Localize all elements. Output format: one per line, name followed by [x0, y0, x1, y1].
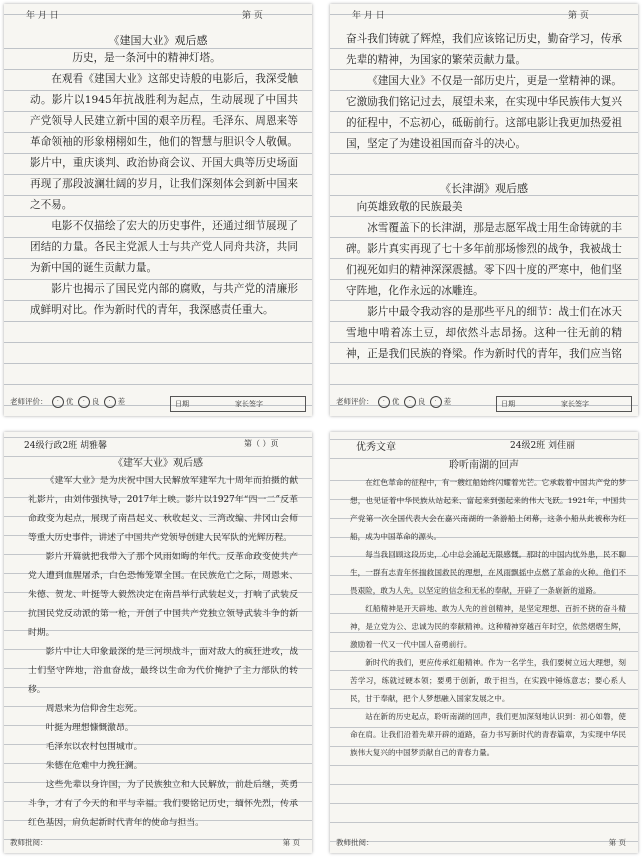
paragraph: 红船精神是开天辟地、敢为人先的首创精神，是坚定理想、百折不挠的奋斗精神，是立党为公、忠诚为民的奉献精神。这种精神穿越百年时空，依然熠熠生辉，激励着一代又一代中国人奋勇前行。 — [350, 604, 626, 649]
essay-title: 聆听南湖的回声 — [449, 460, 519, 471]
essay-page-1 — [4, 4, 312, 416]
teacher-review-row — [336, 837, 632, 853]
class-author-note: 24级2班 刘佳丽 — [510, 441, 576, 451]
paragraph: 《建军大业》是为庆祝中国人民解放军建军九十周年而拍摄的献礼影片，由刘伟强执导，2017年上映。影片以1927年“四一二”反革命政变为起点，展现了南昌起义、秋收起义、三湾改编、井冈山会师等重大历史事件，讲述了中国共产党领导创建人民军队的光辉历程。 — [28, 476, 298, 543]
page-number-label: 第 页 — [568, 11, 589, 21]
signature-box — [496, 396, 632, 412]
essay-page-3 — [4, 432, 312, 853]
grade-label: 差 — [443, 397, 452, 406]
page-header — [330, 8, 638, 22]
essay-body-bottom — [346, 197, 622, 367]
grade-label: 优 — [391, 397, 400, 406]
essay-title: 《建军大业》观后感 — [113, 458, 203, 469]
smiley-icon: · — [378, 396, 390, 408]
class-author-note: 24级行政2班 胡雅馨 — [24, 441, 108, 451]
paragraph: 这些先辈以身许国，为了民族独立和人民解放，前赴后继，英勇斗争，才有了今天的和平与幸福。我们要铭记历史，缅怀先烈，传承红色基因，肩负起新时代青年的使命与担当。 — [28, 780, 298, 828]
frown-face-icon: · — [430, 396, 442, 408]
essay-body-top — [346, 29, 622, 155]
paragraph: 影片中最令我动容的是那些平凡的细节：战士们在冰天雪地中啃着冻土豆，却依然斗志昂扬。这种一往无前的精神，正是我们民族的脊梁。作为新时代的青年，我们应当铭 — [346, 306, 622, 360]
paragraph: 冰雪覆盖下的长津湖，那是志愿军战士用生命铸就的丰碑。影片真实再现了七十多年前那场惨烈的战争，我被战士们视死如归的精神深深震撼。零下四十度的严寒中，他们坚守阵地，化作永远的冰雕连。 — [346, 222, 622, 297]
parent-signature-label: 家长签字 — [235, 400, 263, 408]
teacher-review-row — [10, 837, 306, 853]
paragraph: 新时代的我们，更应传承红船精神。作为一名学生，我们要树立远大理想，刻苦学习，练就过硬本领；要勇于创新，敢于担当，在实践中锤炼意志；要心系人民，甘于奉献，把个人梦想融入国家发展之中。 — [350, 658, 626, 703]
paragraph: 《建国大业》不仅是一部历史片，更是一堂精神的课。它激励我们铭记过去，展望未来，在实现中华民族伟大复兴的征程中，不忘初心，砥砺前行。这部电影让我更加热爱祖国，坚定了为建设祖国而奋斗的决心。 — [346, 75, 622, 150]
page-number-label: 第 页 — [282, 838, 300, 847]
paragraph: 电影不仅描绘了宏大的历史事件，还通过细节展现了团结的力量。各民主党派人士与共产党人同舟共济，共同为新中国的诞生贡献力量。 — [30, 220, 298, 274]
grade-label: 良 — [417, 397, 426, 406]
teacher-evaluation-row — [10, 396, 306, 414]
page-number-label: 第 页 — [608, 838, 626, 847]
essay-page-2 — [330, 4, 638, 416]
paragraph: 毛泽东以农村包围城市。 — [45, 742, 143, 752]
page-number-label: 第 页 — [242, 11, 263, 21]
evaluation-label: 老师评价： — [336, 397, 374, 406]
paragraph: 站在新的历史起点，聆听南湖的回声，我们更加深刻地认识到：初心如磐，使命在肩。让我们沿着先辈开辟的道路，奋力书写新时代的青春篇章，为实现中华民族伟大复兴的中国梦贡献自己的青春力量。 — [350, 712, 626, 757]
essay-page-4 — [330, 432, 638, 853]
date-label: 年 月 日 — [352, 11, 385, 21]
smiley-icon: · — [52, 396, 64, 408]
neutral-face-icon: · — [78, 396, 90, 408]
date-label: 年 月 日 — [26, 11, 59, 21]
parent-signature-label: 家长签字 — [561, 400, 589, 408]
paragraph: 影片开篇就把我带入了那个风雨如晦的年代。反革命政变使共产党人遭到血腥屠杀，白色恐怖笼罩全国。在民族危亡之际，周恩来、朱德、贺龙、叶挺等人毅然决定在南昌举行武装起义，打响了武装反抗国民党反动派的第一枪，开创了中国共产党独立领导武装斗争的新时期。 — [28, 552, 298, 638]
grade-label: 良 — [91, 397, 100, 406]
paragraph: 每当我回顾这段历史，心中总会涌起无限感慨。那时的中国内忧外患，民不聊生，一群有志青年怀揣救国救民的理想，在风雨飘摇中点燃了革命的火种。他们不畏艰险，敢为人先，以坚定的信念和无私的奉献，开辟了一条崭新的道路。 — [350, 550, 626, 595]
excellent-essay-note: 优秀文章 — [356, 442, 396, 453]
review-label: 教师批阅： — [10, 838, 48, 847]
essay-title: 《建国大业》观后感 — [108, 34, 208, 47]
neutral-face-icon: · — [404, 396, 416, 408]
paragraph: 周恩来为信仰舍生忘死。 — [45, 704, 143, 714]
date-box-label: 日期 — [175, 400, 189, 408]
grade-label: 差 — [117, 397, 126, 406]
signature-box — [170, 396, 306, 412]
essay-title: 《长津湖》观后感 — [440, 182, 528, 195]
frown-face-icon: · — [104, 396, 116, 408]
paragraph: 朱德在危难中力挽狂澜。 — [45, 761, 143, 771]
date-box-label: 日期 — [501, 400, 515, 408]
evaluation-label: 老师评价： — [10, 397, 48, 406]
paragraph: 奋斗我们铸就了辉煌，我们应该铭记历史，勤奋学习，传承先辈的精神，为国家的繁荣贡献力量。 — [346, 33, 622, 66]
grade-label: 优 — [65, 397, 74, 406]
page-header — [4, 8, 312, 22]
paragraph: 历史，是一条河中的精神灯塔。 — [72, 52, 221, 64]
paragraph: 在红色革命的征程中，有一艘红船始终闪耀着光芒。它承载着中国共产党的梦想，也见证着中华民族从站起来、富起来到强起来的伟大飞跃。1921年，中国共产党第一次全国代表大会在嘉兴南湖的一条游船上闭幕，这条小船从此被称为红船，成为中国革命的源头。 — [350, 478, 626, 541]
review-label: 教师批阅： — [336, 838, 374, 847]
paragraph: 在观看《建国大业》这部史诗般的电影后，我深受触动。影片以1945年抗战胜利为起点，生动展现了中国共产党领导人民建立新中国的艰辛历程。毛泽东、周恩来等革命领袖的形象栩栩如生，他们的智慧与胆识令人敬佩。影片中，重庆谈判、政治协商会议、开国大典等历史场面再现了那段波澜壮阔的岁月，让我们深刻体会到新中国来之不易。 — [30, 73, 298, 211]
teacher-evaluation-row — [336, 396, 632, 414]
essay-body — [350, 474, 626, 834]
paragraph: 向英雄致敬的民族最美 — [356, 201, 463, 213]
essay-body — [30, 48, 298, 370]
page-number-label: 第（ ）页 — [244, 439, 279, 448]
paragraph: 叶挺为理想慷慨激昂。 — [45, 723, 134, 733]
paragraph: 影片中让人印象最深的是三河坝战斗，面对敌人的疯狂进攻，战士们坚守阵地，浴血奋战，最终以生命为代价掩护了主力部队的转移。 — [28, 647, 298, 695]
paragraph: 影片也揭示了国民党内部的腐败，与共产党的清廉形成鲜明对比。作为新时代的青年，我深感责任重大。 — [30, 283, 298, 316]
essay-body — [28, 472, 298, 833]
